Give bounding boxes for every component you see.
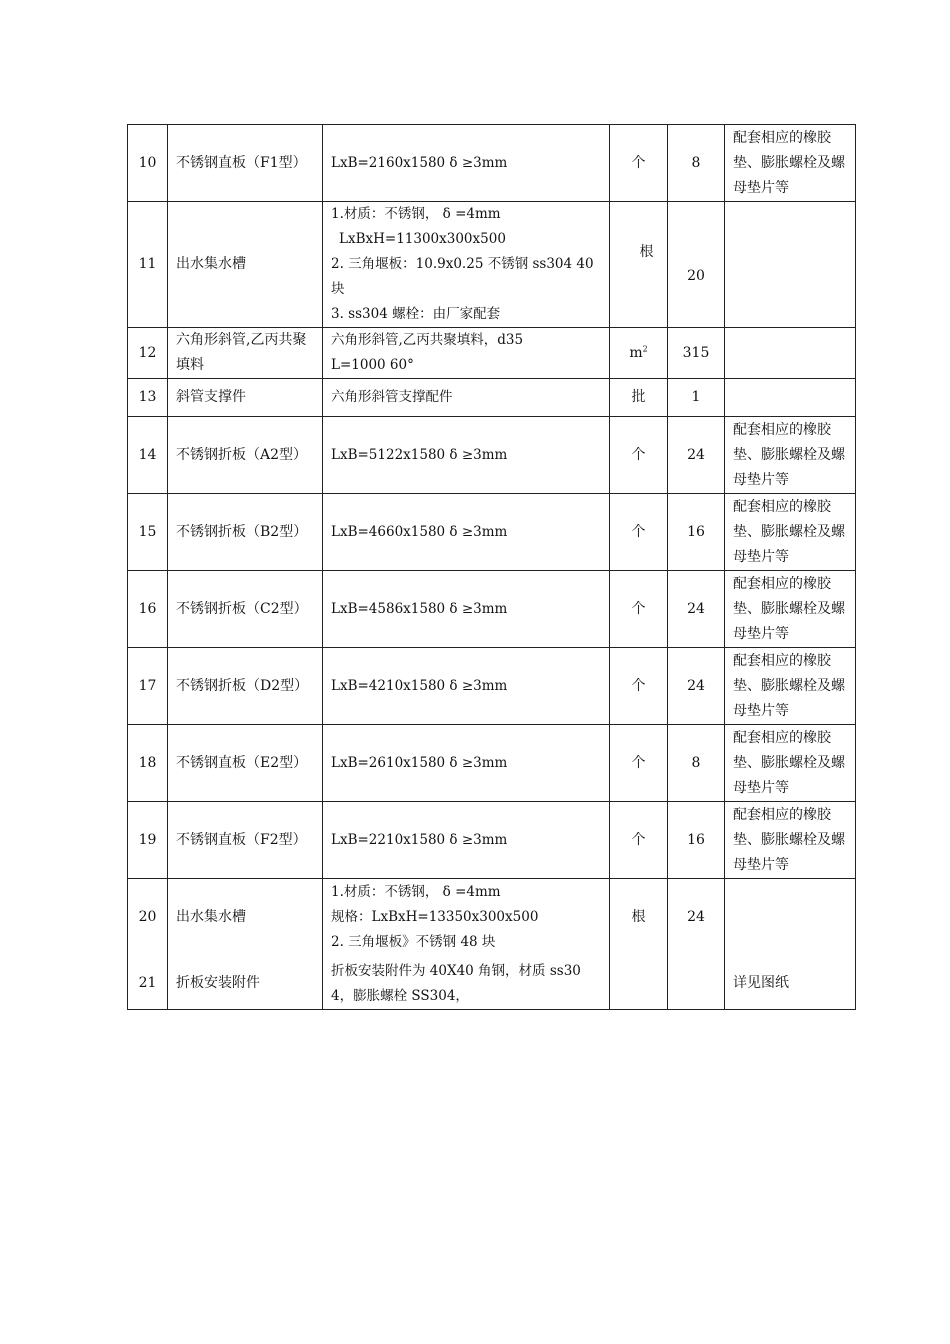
row-number-20: 20 (138, 909, 157, 925)
row-number: 13 (128, 379, 168, 417)
item-quantity: 16 (668, 494, 725, 571)
spec-line: LxBxH=11300x300x500 (339, 231, 506, 247)
spec-line: 1.材质：不锈钢， δ =4mm (331, 206, 501, 222)
qty-text: 20 (687, 268, 705, 284)
table-row (128, 494, 856, 571)
equipment-spec-table (127, 124, 856, 1010)
table-row (128, 648, 856, 725)
item-unit: 个 (610, 417, 668, 494)
item-spec: LxB=2610x1580 δ ≥3mm (323, 725, 610, 802)
item-name: 六角形斜管,乙丙共聚填料 (168, 328, 323, 379)
spec-line: 2. 三角堰板》不锈钢 48 块 (331, 934, 496, 950)
item-quantity: 24 (668, 417, 725, 494)
item-spec: LxB=4586x1580 δ ≥3mm (323, 571, 610, 648)
row-number (128, 879, 168, 1010)
row-number: 11 (128, 202, 168, 328)
table-row (128, 328, 856, 379)
item-unit (610, 879, 668, 1010)
table-row (128, 379, 856, 417)
item-quantity (668, 202, 725, 328)
item-name: 不锈钢折板（C2型） (168, 571, 323, 648)
row-number: 10 (128, 125, 168, 202)
item-spec: 六角形斜管支撑配件 (323, 379, 610, 417)
spec-line: 规格：LxBxH=13350x300x500 (331, 909, 539, 925)
spec-line: 2. 三角堰板：10.9x0.25 不锈钢 ss304 40 块 (331, 256, 594, 297)
item-name (168, 879, 323, 1010)
row-number: 17 (128, 648, 168, 725)
item-note (725, 328, 856, 379)
item-quantity: 1 (668, 379, 725, 417)
unit-superscript: 2 (642, 343, 648, 353)
item-note: 配套相应的橡胶垫、膨胀螺栓及螺母垫片等 (725, 571, 856, 648)
table-row (128, 125, 856, 202)
item-name: 不锈钢折板（A2型） (168, 417, 323, 494)
item-quantity: 24 (668, 648, 725, 725)
spec-line: 六角形斜管,乙丙共聚填料，d35 (331, 332, 524, 348)
item-unit: 个 (610, 802, 668, 879)
item-name: 不锈钢直板（F1型） (168, 125, 323, 202)
spec-line: 折板安装附件为 40X40 角钢，材质 ss304，膨胀螺栓 SS304， (331, 963, 581, 1004)
table-row (128, 725, 856, 802)
row-number-21: 21 (138, 975, 157, 991)
item-unit: 个 (610, 725, 668, 802)
item-spec: LxB=2210x1580 δ ≥3mm (323, 802, 610, 879)
item-name: 不锈钢折板（D2型） (168, 648, 323, 725)
item-quantity (668, 879, 725, 1010)
item-note: 配套相应的橡胶垫、膨胀螺栓及螺母垫片等 (725, 648, 856, 725)
item-note: 配套相应的橡胶垫、膨胀螺栓及螺母垫片等 (725, 417, 856, 494)
item-note: 配套相应的橡胶垫、膨胀螺栓及螺母垫片等 (725, 802, 856, 879)
row-number: 14 (128, 417, 168, 494)
table-row (128, 571, 856, 648)
item-spec (323, 879, 610, 1010)
item-quantity: 8 (668, 125, 725, 202)
item-unit: 个 (610, 494, 668, 571)
item-note: 配套相应的橡胶垫、膨胀螺栓及螺母垫片等 (725, 125, 856, 202)
item-spec: LxB=4660x1580 δ ≥3mm (323, 494, 610, 571)
item-name-20: 出水集水槽 (176, 909, 246, 925)
table-row (128, 417, 856, 494)
item-unit: 批 (610, 379, 668, 417)
table-row (128, 879, 856, 1010)
item-unit (610, 202, 668, 328)
item-note: 配套相应的橡胶垫、膨胀螺栓及螺母垫片等 (725, 725, 856, 802)
item-name: 不锈钢折板（B2型） (168, 494, 323, 571)
item-spec: LxB=5122x1580 δ ≥3mm (323, 417, 610, 494)
unit-text: 根 (631, 909, 646, 925)
item-note (725, 202, 856, 328)
item-unit: 个 (610, 125, 668, 202)
item-spec (323, 328, 610, 379)
item-name: 不锈钢直板（E2型） (168, 725, 323, 802)
item-quantity: 16 (668, 802, 725, 879)
item-spec: LxB=4210x1580 δ ≥3mm (323, 648, 610, 725)
row-number: 18 (128, 725, 168, 802)
spec-line: 3. ss304 螺栓：由厂家配套 (331, 306, 501, 322)
unit-text: m (629, 344, 643, 361)
item-unit (610, 328, 668, 379)
row-number: 12 (128, 328, 168, 379)
item-name: 斜管支撑件 (168, 379, 323, 417)
item-unit: 个 (610, 571, 668, 648)
item-quantity: 24 (668, 571, 725, 648)
item-name-21: 折板安装附件 (176, 975, 260, 991)
row-number: 19 (128, 802, 168, 879)
spec-line: L=1000 60° (331, 357, 414, 373)
table-row (128, 202, 856, 328)
item-spec: LxB=2160x1580 δ ≥3mm (323, 125, 610, 202)
qty-text: 24 (687, 909, 705, 925)
item-note: 配套相应的橡胶垫、膨胀螺栓及螺母垫片等 (725, 494, 856, 571)
unit-text: 根 (639, 244, 654, 260)
item-unit: 个 (610, 648, 668, 725)
row-number: 15 (128, 494, 168, 571)
item-note (725, 879, 856, 1010)
item-quantity: 315 (668, 328, 725, 379)
item-name: 不锈钢直板（F2型） (168, 802, 323, 879)
note-text: 详见图纸 (733, 975, 789, 991)
item-name: 出水集水槽 (168, 202, 323, 328)
item-spec (323, 202, 610, 328)
row-number: 16 (128, 571, 168, 648)
table-row (128, 802, 856, 879)
item-quantity: 8 (668, 725, 725, 802)
item-note (725, 379, 856, 417)
spec-line: 1.材质：不锈钢， δ =4mm (331, 884, 501, 900)
